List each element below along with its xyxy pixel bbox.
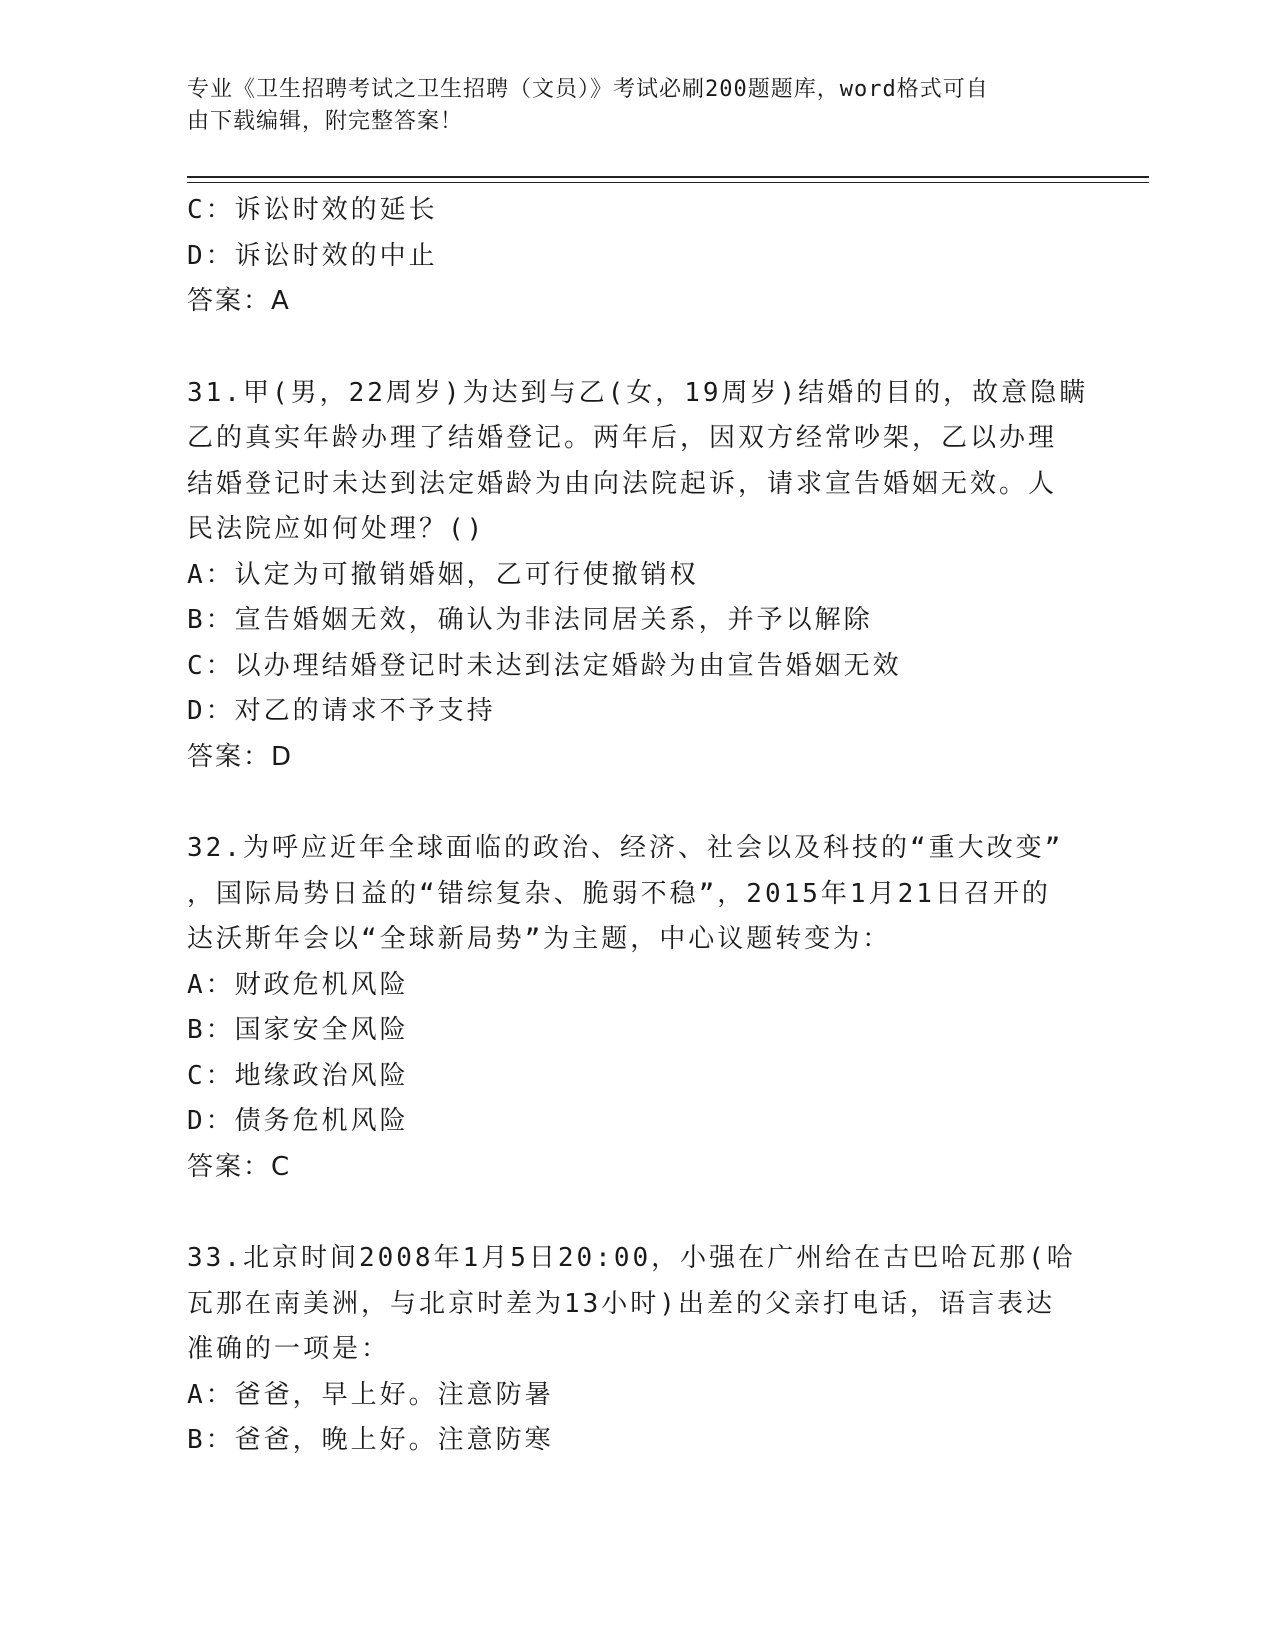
option-c: C：地缘政治风险 bbox=[187, 1060, 409, 1091]
option-c: C：以办理结婚登记时未达到法定婚龄为由宣告婚姻无效 bbox=[187, 650, 902, 681]
spacer bbox=[187, 780, 1087, 826]
question-stem-line: 乙的真实年龄办理了结婚登记。两年后，因双方经常吵架，乙以办理 bbox=[187, 423, 1058, 453]
question-stem-line: 31.甲(男，22周岁)为达到与乙(女，19周岁)结婚的目的，故意隐瞒 bbox=[187, 377, 1089, 408]
option-d: D：对乙的请求不予支持 bbox=[187, 696, 496, 726]
question-31 bbox=[187, 371, 1087, 781]
option-b: B：爸爸，晚上好。注意防寒 bbox=[187, 1425, 554, 1455]
option-d: D：诉讼时效的中止 bbox=[187, 240, 438, 271]
answer-line: 答案：A bbox=[187, 286, 291, 316]
question-stem-line: 瓦那在南美洲，与北京时差为13小时)出差的父亲打电话，语言表达 bbox=[187, 1288, 1055, 1319]
question-stem-line: 达沃斯年会以“全球新局势”为主题，中心议题转变为： bbox=[187, 924, 892, 954]
header-line-1: 专业《卫生招聘考试之卫生招聘（文员）》考试必刷200题题库，word格式可自 bbox=[187, 77, 989, 102]
spacer bbox=[187, 1190, 1087, 1236]
header-divider-thin bbox=[187, 182, 1149, 183]
option-b: B：国家安全风险 bbox=[187, 1015, 409, 1045]
option-c: C：诉讼时效的延长 bbox=[187, 195, 438, 225]
option-a: A：认定为可撤销婚姻，乙可行使撤销权 bbox=[187, 559, 699, 590]
question-30 bbox=[187, 188, 1087, 325]
spacer bbox=[187, 325, 1087, 371]
question-32 bbox=[187, 826, 1087, 1190]
option-b: B：宣告婚姻无效，确认为非法同居关系，并予以解除 bbox=[187, 605, 873, 635]
header-divider-thick bbox=[187, 176, 1149, 178]
question-33 bbox=[187, 1236, 1087, 1464]
option-d: D：债务危机风险 bbox=[187, 1106, 409, 1136]
question-stem-line: 民法院应如何处理？() bbox=[187, 514, 486, 544]
option-a: A：财政危机风险 bbox=[187, 969, 409, 1000]
question-stem-line: 33.北京时间2008年1月5日20:00，小强在广州给在古巴哈瓦那(哈 bbox=[187, 1243, 1076, 1273]
question-stem-line: ，国际局势日益的“错综复杂、脆弱不稳”，2015年1月21日召开的 bbox=[187, 878, 1051, 909]
question-stem-line: 32.为呼应近年全球面临的政治、经济、社会以及科技的“重大改变” bbox=[187, 833, 1064, 863]
question-stem-line: 结婚登记时未达到法定婚龄为由向法院起诉，请求宣告婚姻无效。人 bbox=[187, 468, 1058, 499]
answer-line: 答案：D bbox=[187, 741, 294, 772]
question-list bbox=[187, 188, 1087, 1464]
document-header bbox=[187, 74, 1067, 138]
question-stem-line: 准确的一项是： bbox=[187, 1334, 391, 1364]
option-a: A：爸爸，早上好。注意防暑 bbox=[187, 1379, 554, 1410]
header-line-2: 由下载编辑，附完整答案！ bbox=[187, 109, 464, 134]
answer-line: 答案：C bbox=[187, 1151, 292, 1182]
